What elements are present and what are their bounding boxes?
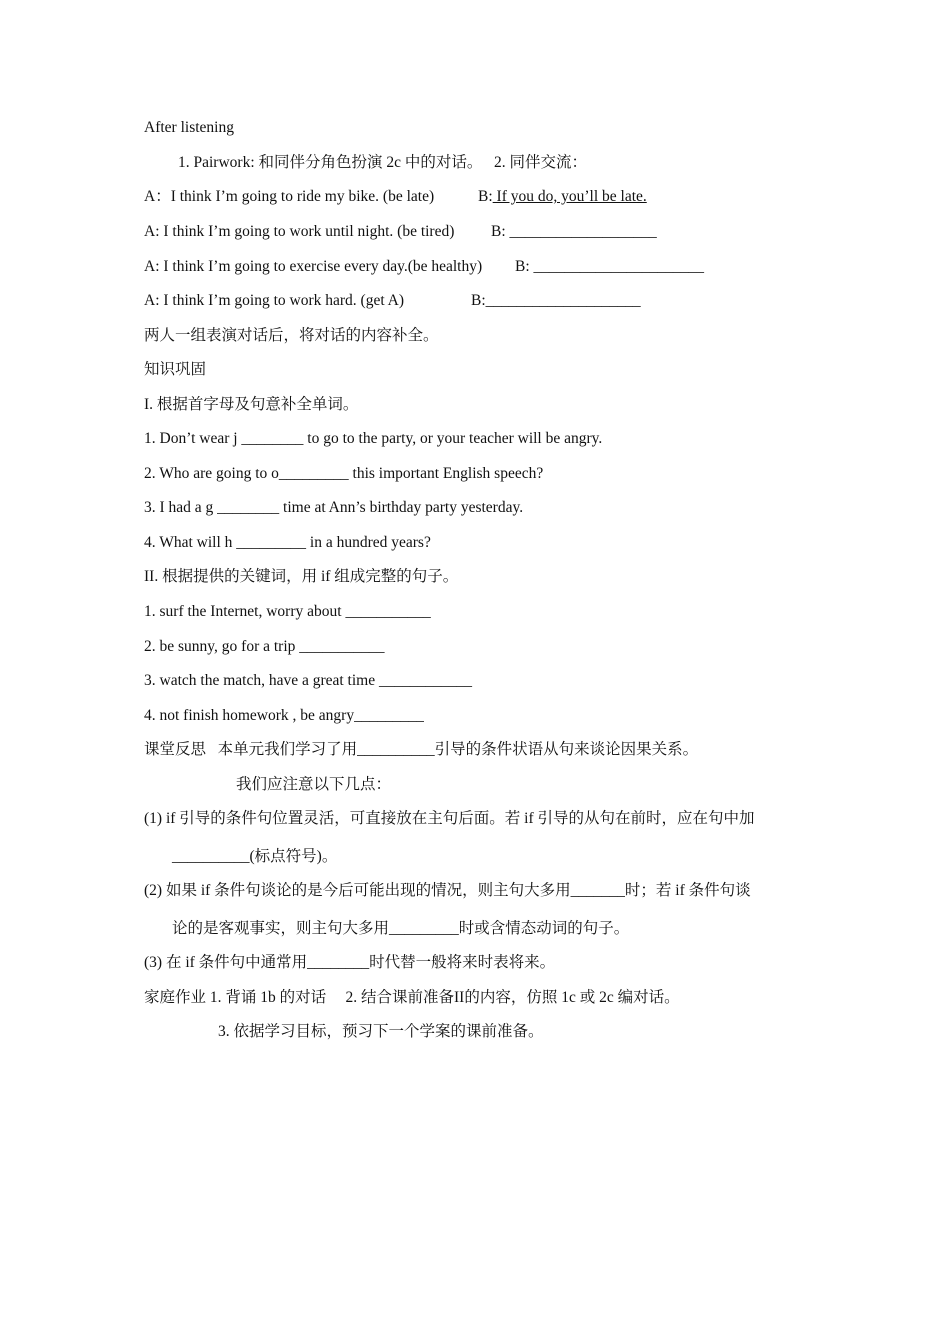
dialogue-a-4: A: I think I’m going to work hard. (get A) [144,292,405,309]
dialogue-b-answer: If you do, you’ll be late. [492,188,647,205]
part2-title: II. 根据提供的关键词，用 if 组成完整的句子。 [144,568,459,585]
part1-title: I. 根据首字母及句意补全单词。 [144,396,359,413]
dialogue-a-1: A：I think I’m going to ride my bike. (be late) [144,188,435,205]
dialogue-a-3: A: I think I’m going to exercise every day.(be healthy) [144,258,483,275]
consolidation-heading: 知识巩固 [144,361,207,378]
dialogue-b-blank: ____________________ [485,292,641,309]
dialogue-b-label: B: [478,188,493,205]
part2-item-4: 4. not finish homework , be angry_________ [144,707,424,724]
part1-item-4: 4. What will h _________ in a hundred years? [144,534,431,551]
dialogue-b-3 [515,257,704,277]
dialogue-b-label: B: [471,292,486,309]
part2-item-2: 2. be sunny, go for a trip ___________ [144,638,385,655]
dialogue-b-label: B: [515,258,530,275]
part2-item-3: 3. watch the match, have a great time ____________ [144,672,472,689]
homework-line-2: 3. 依据学习目标，预习下一个学案的课前准备。 [218,1023,544,1040]
part1-item-1: 1. Don’t wear j ________ to go to the party, or your teacher will be angry. [144,430,603,447]
dialogue-note: 两人一组表演对话后，将对话的内容补全。 [144,327,439,344]
part1-item-3: 3. I had a g ________ time at Ann’s birthday party yesterday. [144,499,524,516]
reflection-point-2a: (2) 如果 if 条件句谈论的是今后可能出现的情况，则主句大多用_______时；若 if 条件句谈 [144,882,751,899]
dialogue-b-blank: ______________________ [529,258,705,275]
dialogue-b-4 [471,291,641,311]
part2-item-1: 1. surf the Internet, worry about ___________ [144,603,431,620]
dialogue-b-label: B: [491,223,506,240]
after-listening-heading: After listening [144,119,234,136]
pairwork-task: 1. Pairwork: 和同伴分角色扮演 2c 中的对话。 2. 同伴交流： [178,154,588,171]
reflection-point-2b: 论的是客观事实，则主句大多用_________时或含情态动词的句子。 [172,920,630,937]
homework-line-1: 家庭作业 1. 背诵 1b 的对话 2. 结合课前准备II的内容，仿照 1c 或 2c 编对话。 [144,989,680,1006]
reflection-point-1b: __________(标点符号)。 [172,848,338,865]
part1-item-2: 2. Who are going to o_________ this important English speech? [144,465,544,482]
reflection-point-3: (3) 在 if 条件句中通常用________时代替一般将来时表将来。 [144,954,556,971]
dialogue-b-blank: ___________________ [505,223,657,240]
reflection-line-2: 我们应注意以下几点： [236,776,392,793]
reflection-point-1a: (1) if 引导的条件句位置灵活，可直接放在主句后面。若 if 引导的从句在前时，应在句中加 [144,810,755,827]
reflection-line-1: 课堂反思 本单元我们学习了用__________引导的条件状语从句来谈论因果关系。 [144,741,699,758]
dialogue-b-1 [478,187,647,207]
dialogue-b-2 [491,222,657,242]
dialogue-a-2: A: I think I’m going to work until night. (be tired) [144,223,455,240]
